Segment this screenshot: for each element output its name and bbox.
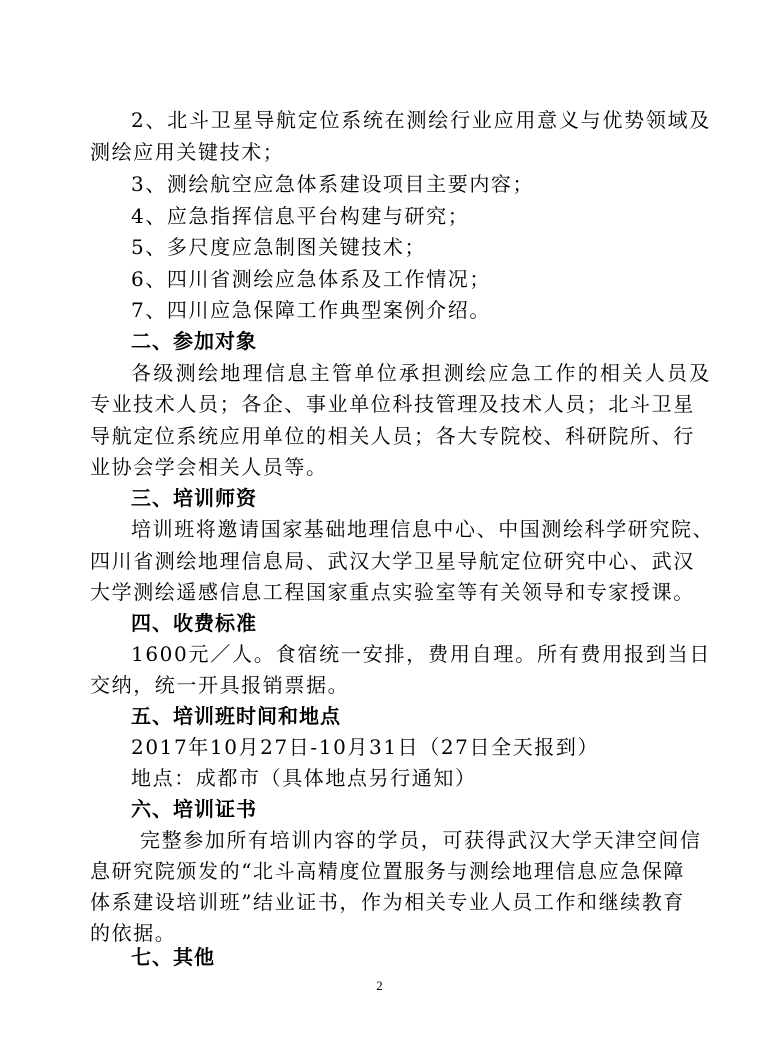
section-6-line-2: 息研究院颁发的“北斗高精度位置服务与测绘地理信息应急保障 xyxy=(90,859,686,883)
section-4-line-1: 1600元／人。食宿统一安排，费用自理。所有费用报到当日 xyxy=(131,642,711,666)
section-5-heading: 五、培训班时间和地点 xyxy=(131,704,341,728)
section-5-line-1: 2017年10月27日-10月31日（27日全天报到） xyxy=(131,735,600,759)
list-item-6: 6、四川省测绘应急体系及工作情况； xyxy=(131,267,491,291)
section-6-line-1: 完整参加所有培训内容的学员，可获得武汉大学天津空间信 xyxy=(140,828,702,852)
list-item-7: 7、四川应急保障工作典型案例介绍。 xyxy=(131,298,491,322)
section-7-heading: 七、其他 xyxy=(131,945,215,969)
section-6-line-3: 体系建设培训班”结业证书，作为相关专业人员工作和继续教育 xyxy=(90,890,686,914)
section-3-line-2: 四川省测绘地理信息局、武汉大学卫星导航定位研究中心、武汉 xyxy=(90,549,695,573)
list-item-2-line-1: 2、北斗卫星导航定位系统在测绘行业应用意义与优势领域及 xyxy=(131,108,711,132)
section-2-line-1: 各级测绘地理信息主管单位承担测绘应急工作的相关人员及 xyxy=(131,361,711,385)
page-number: 2 xyxy=(376,978,383,993)
section-2-heading: 二、参加对象 xyxy=(131,329,257,353)
section-6-line-4: 的依据。 xyxy=(90,921,177,945)
section-2-line-2: 专业技术人员；各企、事业单位科技管理及技术人员；北斗卫星 xyxy=(90,392,695,416)
list-item-2-line-2: 测绘应用关键技术； xyxy=(90,140,285,164)
section-3-line-1: 培训班将邀请国家基础地理信息中心、中国测绘科学研究院、 xyxy=(131,517,715,541)
section-4-line-2: 交纳，统一开具报销票据。 xyxy=(90,673,350,697)
list-item-3: 3、测绘航空应急体系建设项目主要内容； xyxy=(131,172,535,196)
section-4-heading: 四、收费标准 xyxy=(131,611,257,635)
section-3-line-3: 大学测绘遥感信息工程国家重点实验室等有关领导和专家授课。 xyxy=(90,580,695,604)
list-item-5: 5、多尺度应急制图关键技术； xyxy=(131,235,427,259)
section-2-line-4: 业协会学会相关人员等。 xyxy=(90,455,328,479)
section-2-line-3: 导航定位系统应用单位的相关人员；各大专院校、科研院所、行 xyxy=(90,424,695,448)
section-6-heading: 六、培训证书 xyxy=(131,797,257,821)
list-item-4: 4、应急指挥信息平台构建与研究； xyxy=(131,204,470,228)
section-5-line-2: 地点：成都市（具体地点另行通知） xyxy=(131,766,477,790)
section-3-heading: 三、培训师资 xyxy=(131,486,257,510)
